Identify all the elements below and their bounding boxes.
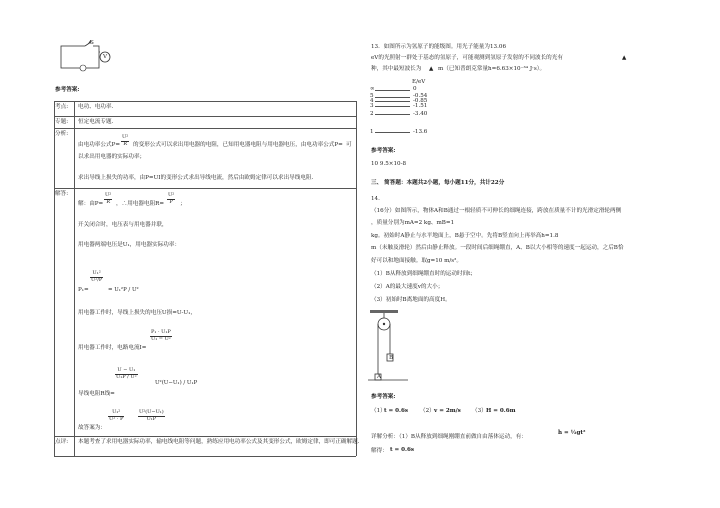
answer2-val-2: v = 2m/s xyxy=(434,408,461,414)
table-line xyxy=(54,436,356,437)
energy-n-inf: ∞ xyxy=(370,86,375,92)
left-answer-heading: 参考答案: xyxy=(55,87,80,93)
solve-line2: 开关闭合时，电压表与用电器并联， xyxy=(78,222,168,228)
energy-e-5: -0.54 xyxy=(413,93,428,99)
answer2-num-2: （2） xyxy=(420,408,435,414)
table-right-border xyxy=(356,101,357,456)
right-answer-heading: 参考答案: xyxy=(371,148,396,154)
solve-line6: 用电器工作时，电路电流I= xyxy=(78,345,147,351)
solve-fraction-2: $\frac{\text{U²}}{P}$ xyxy=(168,192,175,205)
energy-level-inf xyxy=(375,90,410,91)
solve-fraction-1: $\frac{\text{U²}}{R}$ xyxy=(105,192,112,205)
solve-line1c: ； xyxy=(180,201,186,207)
solve-line1b: ，∴用电器电阻R= xyxy=(116,201,165,207)
energy-level-3 xyxy=(375,106,410,107)
solve-fraction-i: $\frac{\text{P₁ · U₁P}}{\text{U₁ = U²}}$ xyxy=(151,329,171,342)
answer2-num-1: （1） xyxy=(371,408,386,414)
pulley-diagram xyxy=(368,310,408,386)
row-text-dianping: 本题考查了求用电器实际功率，输电线电阻等问题，熟练应用电功率公式及其变形公式，欧姆定律，即可正确解题. xyxy=(78,439,360,445)
q13-blank-1: ▲ xyxy=(622,55,627,61)
solve-line3: 用电器两端电压是U₁，用电器实际功率： xyxy=(78,242,181,248)
energy-n-2: 2 xyxy=(370,111,374,117)
q14-line: m（未触及滑轮）然后由静止释放。一段时间后细绳绷直，A、B以大小相等的速度一起运动，之后B恰 xyxy=(371,245,624,251)
energy-e-1: -13.6 xyxy=(413,129,428,135)
answer2-heading: 参考答案: xyxy=(371,394,396,400)
energy-level-5 xyxy=(375,97,410,98)
detail-line2: 解得： xyxy=(371,448,388,454)
energy-e-3: -1.51 xyxy=(413,103,428,109)
answer2-val-1: t = 0.6s xyxy=(384,408,409,414)
q14-line: （16分）如图所示，物体A和B通过一根轻质不可伸长的细绳连接，跨放在质量不计的光滑定滑轮两侧 xyxy=(371,208,622,214)
answer-fraction-1: $\frac{\text{U₁²}}{\text{U² · P}}$ xyxy=(109,409,124,422)
detail-result: t = 0.6s xyxy=(390,447,415,453)
analysis-line1c: 可 xyxy=(346,142,352,148)
right-answer-value: 10 9.5×10-8 xyxy=(371,161,407,167)
q14-line: （1）B从释放到细绳绷直时的运动时间t； xyxy=(371,271,477,277)
solve-line7: 导线电阻R线= xyxy=(78,391,115,397)
row-text-zhuanti: 恒定电流专题. xyxy=(78,119,114,125)
table-label-divider xyxy=(74,101,75,456)
energy-level-4 xyxy=(375,101,410,102)
table-line xyxy=(54,128,356,129)
row-label-zhuanti: 专题: xyxy=(55,119,69,125)
energy-n-4: 4 xyxy=(370,98,374,104)
analysis-line1b: 的变形公式可以求出用电器的电阻，已知用电器电阻与用电器电压，由电功率公式P= xyxy=(133,142,343,148)
q13-line3b: m（已知普朗克常量h=6.63×10⁻³⁴ J·s）。 xyxy=(438,66,546,72)
pulley-label-a: A xyxy=(377,374,382,380)
analysis-fraction: $\frac{\text{U²}}{R}$ xyxy=(122,134,129,147)
row-label-jieda: 解答: xyxy=(55,191,69,197)
analysis-line3: 求出导线上损失的功率，由P=UI的变形公式求出导线电流，然后由欧姆定律可以求出导线电阻. xyxy=(78,175,314,181)
solve-fraction-p1: $\frac{\text{U₁²}}{\text{U²/P}}$ xyxy=(91,270,103,283)
row-label-fenxi: 分析: xyxy=(55,131,69,137)
q13-line3: 种，其中最短波长为 xyxy=(371,66,422,72)
analysis-line1: 由电功率公式P= xyxy=(78,142,121,148)
q14-line: （3）初始时B离地面的高度H。 xyxy=(371,297,451,303)
q13-blank-2: ▲ xyxy=(429,66,434,72)
table-bottom-line xyxy=(54,456,356,457)
q14-line: kg。初始时A静止与水平地面上，B悬于空中。先将B竖直向上再举高h=1.8 xyxy=(371,233,559,239)
switch-label: S xyxy=(90,40,94,46)
solve-fraction-r: $\frac{\text{U − U₁}}{\text{U₁P / U²}}$ xyxy=(116,367,137,380)
solve-eq-p1: = U₁²P / U² xyxy=(108,287,139,293)
q14-num: 14. xyxy=(371,196,380,202)
q13-line1: 13．如图所示为氢原子的能级图。用光子能量为13.06 xyxy=(371,44,507,50)
detail-line1: 详解分析：（1）B从释放到细绳刚绷直前做自由落体运动，有： xyxy=(371,434,527,440)
solve-line4: P₁= xyxy=(78,287,89,293)
q14-line: 好可以和地面接触。取g=10 m/s²。 xyxy=(371,258,462,264)
section3-heading: 三、 简答题：本题共2小题，每小题11分，共计22分 xyxy=(371,180,505,186)
energy-e-4: -0.85 xyxy=(413,98,428,104)
q13-line2: eV的光照射一群处于基态的氢原子，可能观测到氢原子发射的不同波长的光有 xyxy=(371,55,563,61)
energy-level-2 xyxy=(375,114,410,115)
table-top-line xyxy=(54,101,356,102)
energy-e-inf: 0 xyxy=(413,86,417,92)
answer2-val-3: H = 0.6m xyxy=(486,408,516,414)
row-label-dianping: 点评: xyxy=(55,439,69,445)
table-line xyxy=(54,116,356,117)
energy-n-5: 5 xyxy=(370,93,374,99)
energy-n-1: 1 xyxy=(370,129,374,135)
energy-header: E/eV xyxy=(412,79,426,85)
q14-line: ，质量分别为mA=2 kg、mB=1 xyxy=(371,220,455,226)
answer2-num-3: （3） xyxy=(472,408,487,414)
solve-line8: 故答案为： xyxy=(78,425,106,431)
solve-eq-r: U²(U−U₁) / U₁P xyxy=(155,380,198,386)
solve-line5: 用电器工作时，导线上损失的电压U损=U-U₁， xyxy=(78,310,196,316)
row-text-kaodian: 电功、电功率. xyxy=(78,104,114,110)
q14-line: （2）A的最大速度v的大小； xyxy=(371,284,444,290)
analysis-line2: 以求出用电器的实际功率； xyxy=(78,154,146,160)
energy-e-2: -3.40 xyxy=(413,111,428,117)
energy-level-1 xyxy=(375,132,410,133)
table-left-border xyxy=(54,101,55,456)
row-label-kaodian: 考点: xyxy=(55,104,69,110)
detail-formula: h = ½gt² xyxy=(558,430,586,436)
answer-fraction-2: $\frac{\text{U²(U−U₁)}}{\text{U₁P}}$ xyxy=(139,409,164,422)
solve-line1a: 解：由P= xyxy=(78,201,104,207)
energy-n-3: 3 xyxy=(370,103,374,109)
voltmeter-label: V xyxy=(103,54,108,60)
pulley-label-b: B xyxy=(389,355,394,361)
table-line xyxy=(54,188,356,189)
